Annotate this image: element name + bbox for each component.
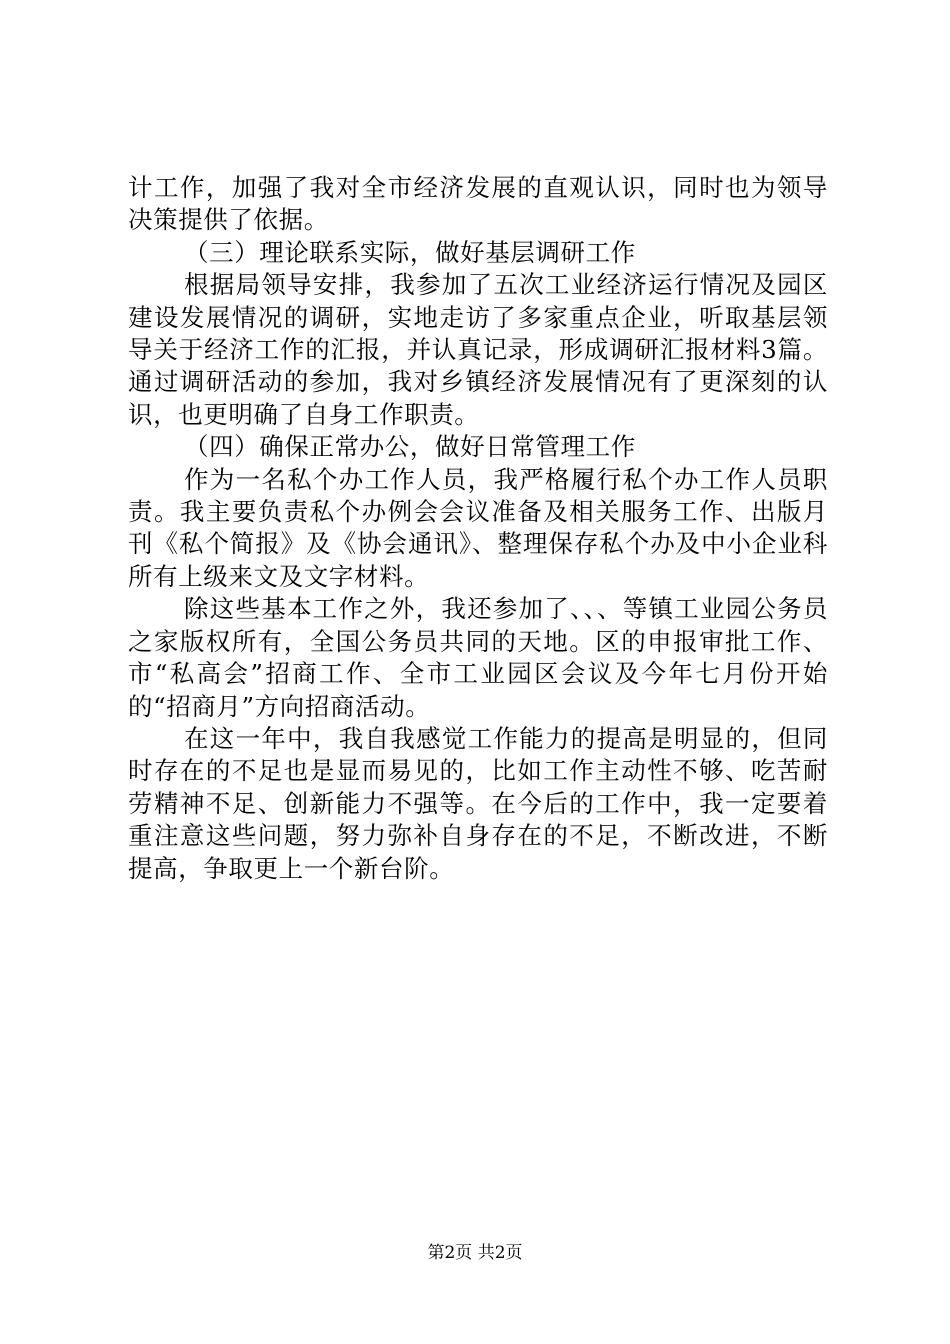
document-body <box>128 172 828 885</box>
paragraph-3: 作为一名私个办工作人员，我严格履行私个办工作人员职责。我主要负责私个办例会会议准备及相关服务工作、出版月刊《私个简报》及《协会通讯》、整理保存私个办及中小企业科所有上级来文及文字材料。 <box>128 464 828 591</box>
page-number-footer: 第2页 共2页 <box>427 1243 523 1263</box>
paragraph-2: 根据局领导安排，我参加了五次工业经济运行情况及园区建设发展情况的调研，实地走访了多家重点企业，听取基层领导关于经济工作的汇报，并认真记录，形成调研汇报材料3篇。通过调研活动的参加，我对乡镇经济发展情况有了更深刻的认识，也更明确了自身工作职责。 <box>128 270 828 429</box>
paragraph-4: 除这些基本工作之外，我还参加了、、、等镇工业园公务员之家版权所有，全国公务员共同的天地。区的申报审批工作、市“私高会”招商工作、全市工业园区会议及今年七月份开始的“招商月”方向招商活动。 <box>128 594 828 721</box>
paragraph-1: 计工作，加强了我对全市经济发展的直观认识，同时也为领导决策提供了依据。 <box>128 173 828 235</box>
section-heading-3: （三）理论联系实际，做好基层调研工作 <box>184 237 636 267</box>
section-heading-4: （四）确保正常办公，做好日常管理工作 <box>184 432 636 462</box>
paragraph-5: 在这一年中，我自我感觉工作能力的提高是明显的，但同时存在的不足也是显而易见的，比如工作主动性不够、吃苦耐劳精神不足、创新能力不强等。在今后的工作中，我一定要着重注意这些问题，努力弥补自身存在的不足，不断改进，不断提高，争取更上一个新台阶。 <box>128 723 828 883</box>
